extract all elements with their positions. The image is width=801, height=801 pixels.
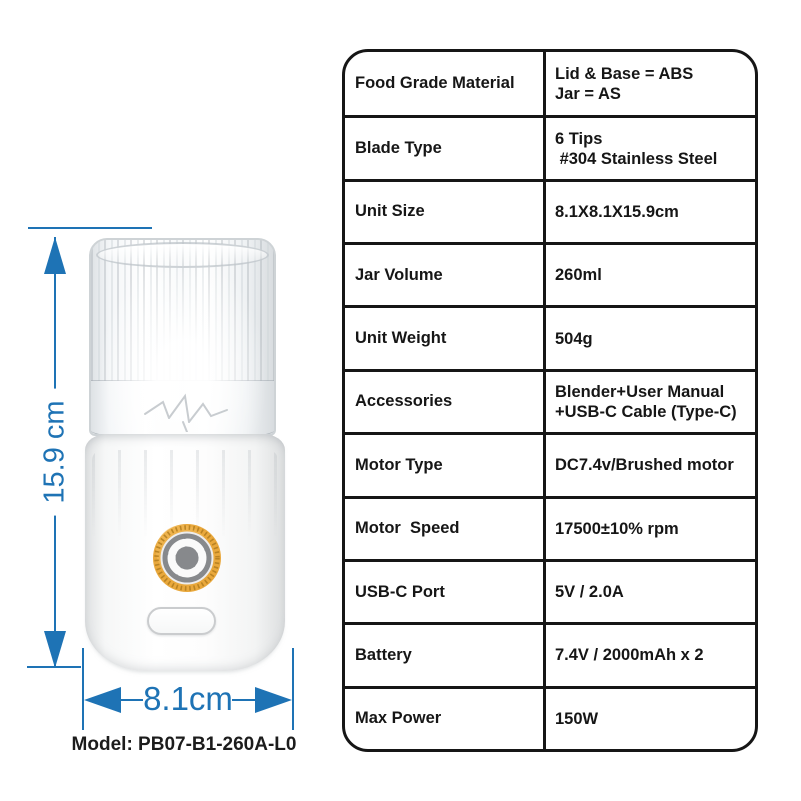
spec-value-line: #304 Stainless Steel [555, 149, 718, 168]
spec-label: Jar Volume [355, 265, 443, 284]
spec-table-row [345, 686, 755, 749]
blender-base-image [85, 434, 285, 671]
height-dimension-label: 15.9 cm [39, 388, 72, 515]
arrow-left-icon [84, 687, 121, 713]
spec-value-line: 504g [555, 329, 593, 348]
spec-value-line: +USB-C Cable (Type-C) [555, 402, 737, 421]
width-dim-line-right [232, 699, 255, 701]
height-dim-top-tick [28, 227, 152, 229]
spec-table [342, 49, 758, 752]
spec-table-row [345, 559, 755, 622]
spec-label: Unit Size [355, 202, 425, 221]
spec-value-line: Lid & Base = ABS [555, 64, 694, 83]
spec-value-line: DC7.4v/Brushed motor [555, 456, 734, 475]
spec-value [543, 245, 755, 305]
spec-value-line: 150W [555, 709, 599, 728]
spec-label: Blade Type [355, 139, 442, 158]
jar-base-seam [89, 416, 276, 436]
spec-label: Accessories [355, 392, 453, 411]
arrow-up-icon [44, 237, 66, 274]
spec-value-line: Jar = AS [555, 84, 621, 103]
spec-table-row [345, 432, 755, 495]
spec-value [543, 625, 755, 685]
width-dim-line-left [121, 699, 143, 701]
spec-value [543, 689, 755, 749]
blender-jar-image [89, 238, 276, 436]
spec-value [543, 562, 755, 622]
spec-value-line: 260ml [555, 266, 602, 285]
spec-table-row [345, 179, 755, 242]
spec-label: Unit Weight [355, 329, 447, 348]
model-number: Model: PB07-B1-260A-L0 [71, 734, 297, 755]
spec-table-row [345, 305, 755, 368]
spec-label: Food Grade Material [355, 74, 515, 93]
spec-value-line: 8.1X8.1X15.9cm [555, 202, 679, 221]
spec-label: Motor Type [355, 455, 443, 474]
spec-value-line: 7.4V / 2000mAh x 2 [555, 646, 704, 665]
spec-table-row [345, 115, 755, 178]
width-dimension-label: 8.1cm [143, 680, 233, 717]
spec-label: USB-C Port [355, 582, 445, 601]
arrow-down-icon [44, 631, 66, 668]
spec-value-line: Blender+User Manual [555, 382, 725, 401]
spec-value-line: 5V / 2.0A [555, 583, 624, 602]
spec-value-line: 17500±10% rpm [555, 519, 679, 538]
status-indicator-button [147, 607, 216, 635]
spec-value [543, 118, 755, 178]
width-dim-right-extension [292, 648, 294, 730]
spec-value [543, 52, 755, 115]
jar-rim [96, 242, 269, 268]
spec-label: Battery [355, 645, 412, 664]
spec-table-row [345, 242, 755, 305]
spec-table-row [345, 622, 755, 685]
arrow-right-icon [255, 687, 292, 713]
spec-table-row [345, 369, 755, 432]
spec-value [543, 372, 755, 432]
spec-value [543, 499, 755, 559]
spec-value [543, 182, 755, 242]
spec-value-line: 6 Tips [555, 129, 603, 148]
spec-table-row [345, 496, 755, 559]
spec-table-row [345, 52, 755, 115]
spec-value [543, 435, 755, 495]
spec-value [543, 308, 755, 368]
power-button-swirl-icon [151, 522, 223, 594]
spec-label: Max Power [355, 709, 442, 728]
spec-label: Motor Speed [355, 519, 460, 538]
